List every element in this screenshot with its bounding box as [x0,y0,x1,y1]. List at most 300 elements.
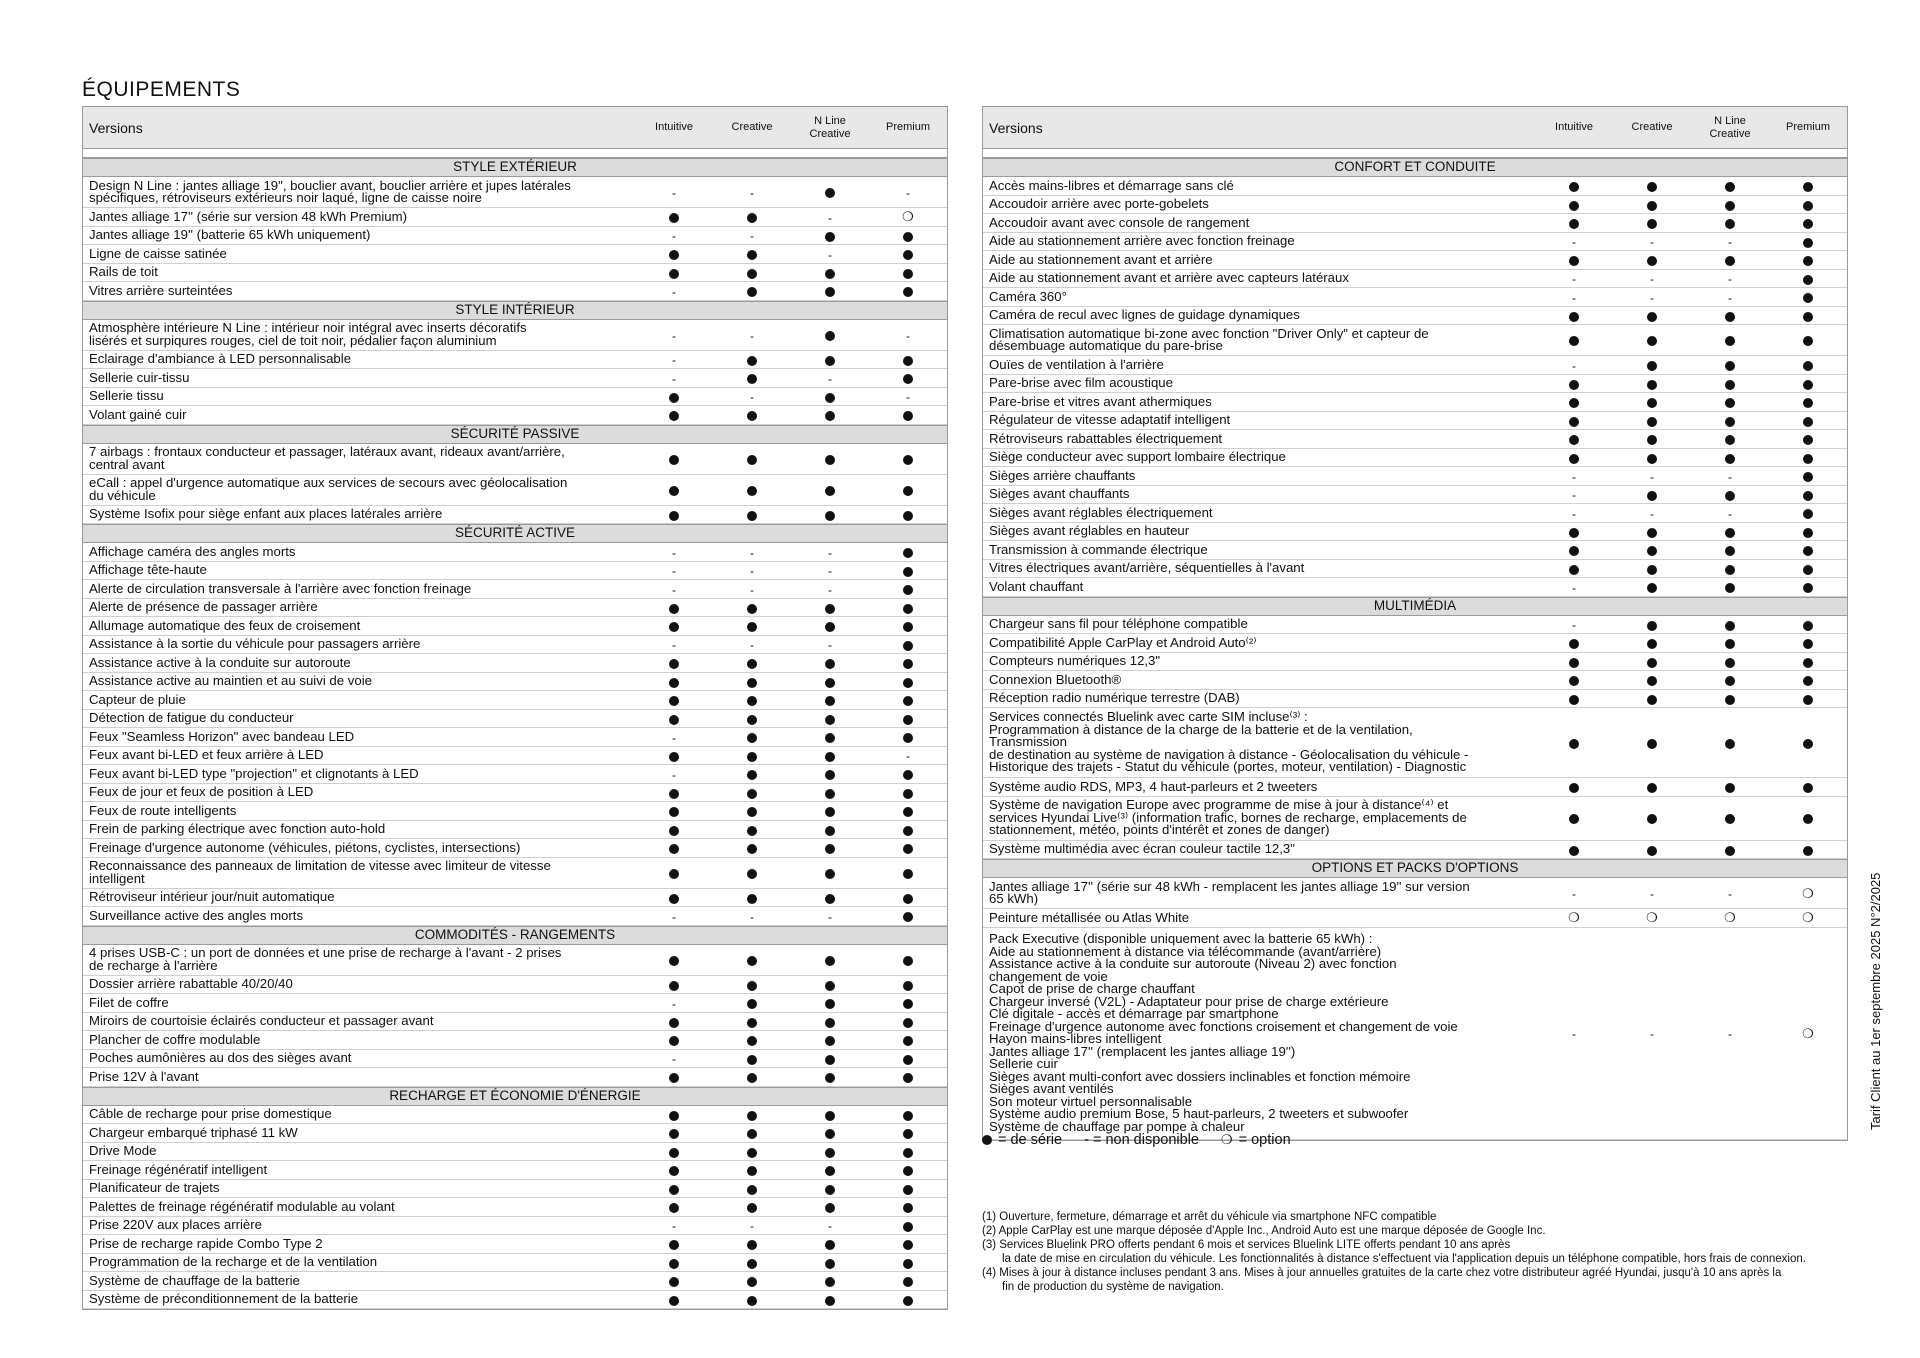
table-header [83,107,947,149]
table-row [83,264,947,283]
standard-dot-icon [713,264,791,280]
standard-dot-icon [1613,332,1691,348]
standard-dot-icon [869,710,947,726]
unavailable-dash: - [672,638,676,653]
standard-dot-icon [1535,653,1613,669]
standard-dot-icon [713,451,791,467]
filled-dot-icon [1569,380,1579,390]
filled-dot-icon [1725,336,1735,346]
standard-dot-icon [1691,215,1769,231]
standard-dot-icon [1769,690,1847,706]
equipment-label: Accoudoir avant avec console de rangement [989,214,1250,230]
filled-dot-icon [1803,293,1813,303]
table-row [83,802,947,821]
filled-dot-icon [1647,201,1657,211]
standard-dot-icon [635,710,713,726]
standard-dot-icon [791,821,869,837]
standard-dot-icon [635,784,713,800]
open-circle-icon: ❍ [1220,1132,1233,1147]
unavailable-dash: - [672,767,676,782]
filled-dot-icon [1803,509,1813,519]
standard-dot-icon [791,747,869,763]
standard-dot-icon [1769,412,1847,428]
table-row [83,654,947,673]
filled-dot-icon [669,213,679,223]
standard-dot-icon [635,976,713,992]
filled-dot-icon [669,844,679,854]
option-circle-icon [1769,909,1847,926]
standard-dot-icon [1535,375,1613,391]
unavailable-dash: - [750,909,754,924]
equipment-label: Accoudoir arrière avec porte-gobelets [989,196,1209,211]
table-row [983,196,1847,215]
filled-dot-icon [825,715,835,725]
equipment-label: Feux avant bi-LED type "projection" et clignotants à LED [89,765,419,781]
filled-dot-icon [825,1148,835,1158]
standard-dot-icon [635,1236,713,1252]
standard-dot-icon [1691,178,1769,194]
filled-dot-icon [1803,275,1813,285]
filled-dot-icon [903,807,913,817]
unavailable-dash: - [672,1219,676,1234]
equipment-label: Freinage d'urgence autonome (véhicules, piétons, cyclistes, intersections) [89,839,521,855]
filled-dot-icon [1725,565,1735,575]
filled-dot-icon [825,1036,835,1046]
table-row [83,208,947,227]
standard-dot-icon [635,692,713,708]
filled-dot-icon [903,1240,913,1250]
filled-dot-icon [1647,695,1657,705]
standard-dot-icon [713,246,791,262]
standard-dot-icon [791,1050,869,1066]
standard-dot-icon [1613,779,1691,795]
standard-dot-icon [1691,735,1769,751]
col-creative: Creative [1631,121,1673,133]
equipment-label: Pare-brise avec film acoustique [989,375,1173,390]
standard-dot-icon [791,388,869,404]
standard-dot-icon [1769,196,1847,212]
standard-dot-icon [1769,468,1847,484]
unavailable-dash: - [672,582,676,597]
standard-dot-icon [713,1199,791,1215]
standard-dot-icon [1535,841,1613,857]
standard-dot-icon [635,1162,713,1178]
standard-dot-icon [791,327,869,343]
standard-dot-icon [713,655,791,671]
standard-dot-icon [869,1254,947,1270]
standard-dot-icon [791,1180,869,1196]
filled-dot-icon [1569,846,1579,856]
table-row [83,543,947,562]
standard-dot-icon [791,840,869,856]
table-row [983,778,1847,797]
filled-dot-icon [903,696,913,706]
unavailable-dash: - [828,371,832,386]
footnote: la date de mise en circulation du véhicule. Les fonctionnalités à distance s'effectuent via l'application depuis un téléphone compatible, hors frais de connexion. [1002,1253,1806,1265]
equipment-label: Design N Line : jantes alliage 19", bouclier avant, bouclier arrière et jupes latérales spécifiques, rétroviseurs extérieurs noir laqué, ligne de caisse noire [89,177,571,205]
filled-dot-icon [669,411,679,421]
standard-dot-icon [1769,735,1847,751]
filled-dot-icon [1803,846,1813,856]
standard-dot-icon [635,1254,713,1270]
versions-label: Versions [89,119,143,136]
unavailable-dash: - [1650,506,1654,521]
filled-dot-icon [1647,621,1657,631]
equipment-label: Compatibilité Apple CarPlay et Android Auto⁽²⁾ [989,634,1257,650]
equipment-label: Surveillance active des angles morts [89,907,304,923]
filled-dot-icon [1803,491,1813,501]
standard-dot-icon [869,562,947,578]
table-row [83,1217,947,1236]
filled-dot-icon [825,752,835,762]
filled-dot-icon [669,696,679,706]
standard-dot-icon [713,692,791,708]
standard-dot-icon [869,283,947,299]
table-row [83,889,947,908]
filled-dot-icon [825,232,835,242]
standard-dot-icon [1691,523,1769,539]
filled-dot-icon [669,1296,679,1306]
standard-dot-icon [635,747,713,763]
standard-dot-icon [869,581,947,597]
standard-dot-icon [1535,394,1613,410]
standard-dot-icon [791,184,869,200]
standard-dot-icon [635,1291,713,1307]
equipment-label: 4 prises USB-C : un port de données et une prise de recharge à l'avant - 2 prises de recharge à l'arrière [89,945,562,973]
equipment-label: Feux de jour et feux de position à LED [89,784,314,799]
filled-dot-icon [669,1185,679,1195]
standard-dot-icon [869,1291,947,1307]
table-row [83,821,947,840]
unavailable-dash: - [1728,506,1732,521]
standard-dot-icon [791,351,869,367]
filled-dot-icon [903,567,913,577]
filled-dot-icon [1725,658,1735,668]
equipment-label: Programmation de la recharge et de la ventilation [89,1254,378,1269]
table-row [83,1272,947,1291]
filled-dot-icon [1647,658,1657,668]
filled-dot-icon [1725,361,1735,371]
unavailable-dash: - [1650,469,1654,484]
standard-dot-icon [869,995,947,1011]
unavailable-dash: - [828,638,832,653]
unavailable-dash: - [1728,235,1732,250]
unavailable-dash: - [1728,469,1732,484]
standard-dot-icon [635,1032,713,1048]
equipment-label: Détection de fatigue du conducteur [89,710,294,725]
filled-dot-icon [669,981,679,991]
table-row [983,578,1847,597]
filled-dot-icon [903,287,913,297]
standard-dot-icon [791,1125,869,1141]
equipment-label: eCall : appel d'urgence automatique aux services de secours avec géolocalisation du véhicule [89,475,568,503]
equipment-label: Alerte de présence de passager arrière [89,599,318,614]
equipment-label: Drive Mode [89,1143,157,1158]
standard-dot-icon [869,952,947,968]
unavailable-dash: - [1572,469,1576,484]
table-row [983,541,1847,560]
footnote: (3) Services Bluelink PRO offerts pendant 6 mois et services Bluelink LITE offerts pendant 10 ans après [982,1239,1511,1251]
standard-dot-icon [1691,653,1769,669]
table-row [83,673,947,692]
filled-dot-icon [1803,783,1813,793]
filled-dot-icon [903,486,913,496]
equipment-label: Feux "Seamless Horizon" avec bandeau LED [89,728,355,744]
unavailable-dash: - [828,210,832,225]
filled-dot-icon [1725,201,1735,211]
standard-dot-icon [1769,233,1847,249]
filled-dot-icon [1803,814,1813,824]
equipment-label: Prise de recharge rapide Combo Type 2 [89,1235,323,1251]
right-table-body [983,158,1847,1140]
filled-dot-icon [825,1129,835,1139]
filled-dot-icon [669,511,679,521]
standard-dot-icon [869,1050,947,1066]
standard-dot-icon [869,544,947,560]
standard-dot-icon [1769,431,1847,447]
filled-dot-icon [1569,565,1579,575]
standard-dot-icon [791,976,869,992]
filled-dot-icon [669,393,679,403]
unavailable-dash: - [906,749,910,764]
equipment-label: Vitres électriques avant/arrière, séquentielles à l'avant [989,560,1305,575]
unavailable-dash: - [750,390,754,405]
equipment-label: Prise 220V aux places arrière [89,1217,262,1232]
table-row [83,747,947,766]
table-row [83,475,947,506]
filled-dot-icon [1803,639,1813,649]
standard-dot-icon [1535,779,1613,795]
equipment-label: Allumage automatique des feux de croisement [89,617,361,633]
standard-dot-icon [1613,653,1691,669]
filled-dot-icon [825,826,835,836]
open-circle-icon: ❍ [1646,910,1658,926]
section-header: COMMODITÉS - RANGEMENTS [83,926,947,945]
standard-dot-icon [791,710,869,726]
table-row [983,841,1847,860]
filled-dot-icon [747,1055,757,1065]
standard-dot-icon [1613,412,1691,428]
unavailable-dash: - [672,371,676,386]
standard-dot-icon [1769,542,1847,558]
filled-dot-icon [903,511,913,521]
table-row [983,616,1847,635]
standard-dot-icon [1613,560,1691,576]
filled-dot-icon [747,1129,757,1139]
unavailable-dash: - [750,582,754,597]
standard-dot-icon [1769,616,1847,632]
filled-dot-icon [1647,398,1657,408]
equipment-label: Services connectés Bluelink avec carte SIM incluse⁽³⁾ : Programmation à distance de la charge de la batterie et de la ventilation, Transmission de destination au système de navigation à distance - Géolocalisation du véhicule - Historique des trajets - Statut du véhicule (portes, moteur, ventilation) - Diagnostic [989,709,1469,775]
standard-dot-icon [791,784,869,800]
option-circle-icon [1769,884,1847,901]
standard-dot-icon [635,952,713,968]
filled-dot-icon [747,1203,757,1213]
standard-dot-icon [1613,672,1691,688]
filled-dot-icon [669,894,679,904]
filled-dot-icon [669,1259,679,1269]
table-row [83,506,947,525]
unavailable-dash: - [672,1052,676,1067]
unavailable-dash: - [1572,1027,1576,1041]
filled-dot-icon [1803,546,1813,556]
table-row [83,765,947,784]
filled-dot-icon [1725,491,1735,501]
filled-dot-icon [747,1296,757,1306]
filled-dot-icon [747,826,757,836]
standard-dot-icon [1613,735,1691,751]
filled-dot-icon [903,1296,913,1306]
standard-dot-icon [1691,332,1769,348]
standard-dot-icon [1769,252,1847,268]
standard-dot-icon [869,1217,947,1233]
table-row [983,430,1847,449]
table-row [83,177,947,208]
filled-dot-icon [825,455,835,465]
standard-dot-icon [1535,332,1613,348]
table-row [983,486,1847,505]
standard-dot-icon [869,482,947,498]
standard-dot-icon [1613,810,1691,826]
filled-dot-icon [1725,256,1735,266]
filled-dot-icon [825,1259,835,1269]
filled-dot-icon [1569,546,1579,556]
option-circle-icon [1691,909,1769,926]
filled-dot-icon [1647,417,1657,427]
table-row [83,784,947,803]
filled-dot-icon [825,981,835,991]
left-table-body [83,158,947,1309]
table-row [983,288,1847,307]
equipment-label: Réception radio numérique terrestre (DAB) [989,690,1240,705]
filled-dot-icon [903,232,913,242]
standard-dot-icon [791,451,869,467]
filled-dot-icon [1803,435,1813,445]
filled-dot-icon [825,869,835,879]
filled-dot-icon [825,789,835,799]
filled-dot-icon [1647,256,1657,266]
table-row [983,251,1847,270]
equipment-label: Dossier arrière rabattable 40/20/40 [89,976,293,991]
equipment-label: Système de préconditionnement de la batterie [89,1291,359,1306]
filled-dot-icon [903,981,913,991]
standard-dot-icon [869,370,947,386]
standard-dot-icon [1535,810,1613,826]
filled-dot-icon [825,1018,835,1028]
filled-dot-icon [747,1277,757,1287]
filled-dot-icon [825,622,835,632]
standard-dot-icon [791,482,869,498]
equipment-label: Vitres arrière surteintées [89,282,233,298]
standard-dot-icon [869,1032,947,1048]
standard-dot-icon [869,246,947,262]
filled-dot-icon [1725,583,1735,593]
unavailable-dash: - [750,328,754,343]
standard-dot-icon [713,1291,791,1307]
standard-dot-icon [791,1032,869,1048]
standard-dot-icon [791,889,869,905]
table-row [83,1254,947,1273]
standard-dot-icon [869,976,947,992]
filled-dot-icon [747,1073,757,1083]
standard-dot-icon [791,506,869,522]
standard-dot-icon [713,1180,791,1196]
legend-unavailable: - = non disponible [1084,1132,1199,1148]
unavailable-dash: - [750,545,754,560]
standard-dot-icon [791,1291,869,1307]
standard-dot-icon [1691,252,1769,268]
table-row [983,270,1847,289]
right-equipment-table [982,106,1848,1141]
filled-dot-icon [825,411,835,421]
standard-dot-icon [791,264,869,280]
filled-dot-icon [1647,435,1657,445]
filled-dot-icon [669,1129,679,1139]
filled-dot-icon [669,486,679,496]
unavailable-dash: - [1650,887,1654,901]
equipment-label: Affichage caméra des angles morts [89,543,296,559]
unavailable-dash: - [906,328,910,343]
filled-dot-icon [1569,739,1579,749]
filled-dot-icon [747,213,757,223]
table-row [983,233,1847,252]
filled-dot-icon [903,956,913,966]
unavailable-dash: - [828,545,832,560]
filled-dot-icon [825,1055,835,1065]
section-header: RECHARGE ET ÉCONOMIE D'ÉNERGIE [83,1087,947,1106]
filled-dot-icon [1803,361,1813,371]
filled-dot-icon [669,1240,679,1250]
filled-dot-icon [903,1185,913,1195]
unavailable-dash: - [1728,290,1732,305]
equipment-label: Rétroviseurs rabattables électriquement [989,430,1223,446]
standard-dot-icon [1691,486,1769,502]
standard-dot-icon [791,1199,869,1215]
standard-dot-icon [869,1180,947,1196]
table-row [983,928,1847,1140]
standard-dot-icon [869,1162,947,1178]
filled-dot-icon [747,604,757,614]
standard-dot-icon [1613,215,1691,231]
standard-dot-icon [635,246,713,262]
equipment-label: Chargeur embarqué triphasé 11 kW [89,1124,298,1140]
footnote: (2) Apple CarPlay est une marque déposée d'Apple Inc., Android Auto est une marque déposée de Google Inc. [982,1225,1546,1237]
footnote: fin de production du système de navigation. [1002,1281,1224,1293]
standard-dot-icon [791,673,869,689]
standard-dot-icon [869,227,947,243]
option-circle-icon [1769,1024,1847,1041]
table-row [83,1198,947,1217]
filled-dot-icon [1647,814,1657,824]
table-row [83,1143,947,1162]
table-row [983,177,1847,196]
standard-dot-icon [713,1125,791,1141]
standard-dot-icon [869,599,947,615]
filled-dot-icon [1803,182,1813,192]
standard-dot-icon [1535,196,1613,212]
filled-dot-icon [1725,528,1735,538]
standard-dot-icon [869,1013,947,1029]
filled-dot-icon [903,912,913,922]
filled-dot-icon [903,1036,913,1046]
filled-dot-icon [669,1111,679,1121]
standard-dot-icon [1769,357,1847,373]
filled-dot-icon [1569,417,1579,427]
table-row [983,671,1847,690]
filled-dot-icon [1569,398,1579,408]
filled-dot-icon [1569,639,1579,649]
filled-dot-icon [903,1055,913,1065]
